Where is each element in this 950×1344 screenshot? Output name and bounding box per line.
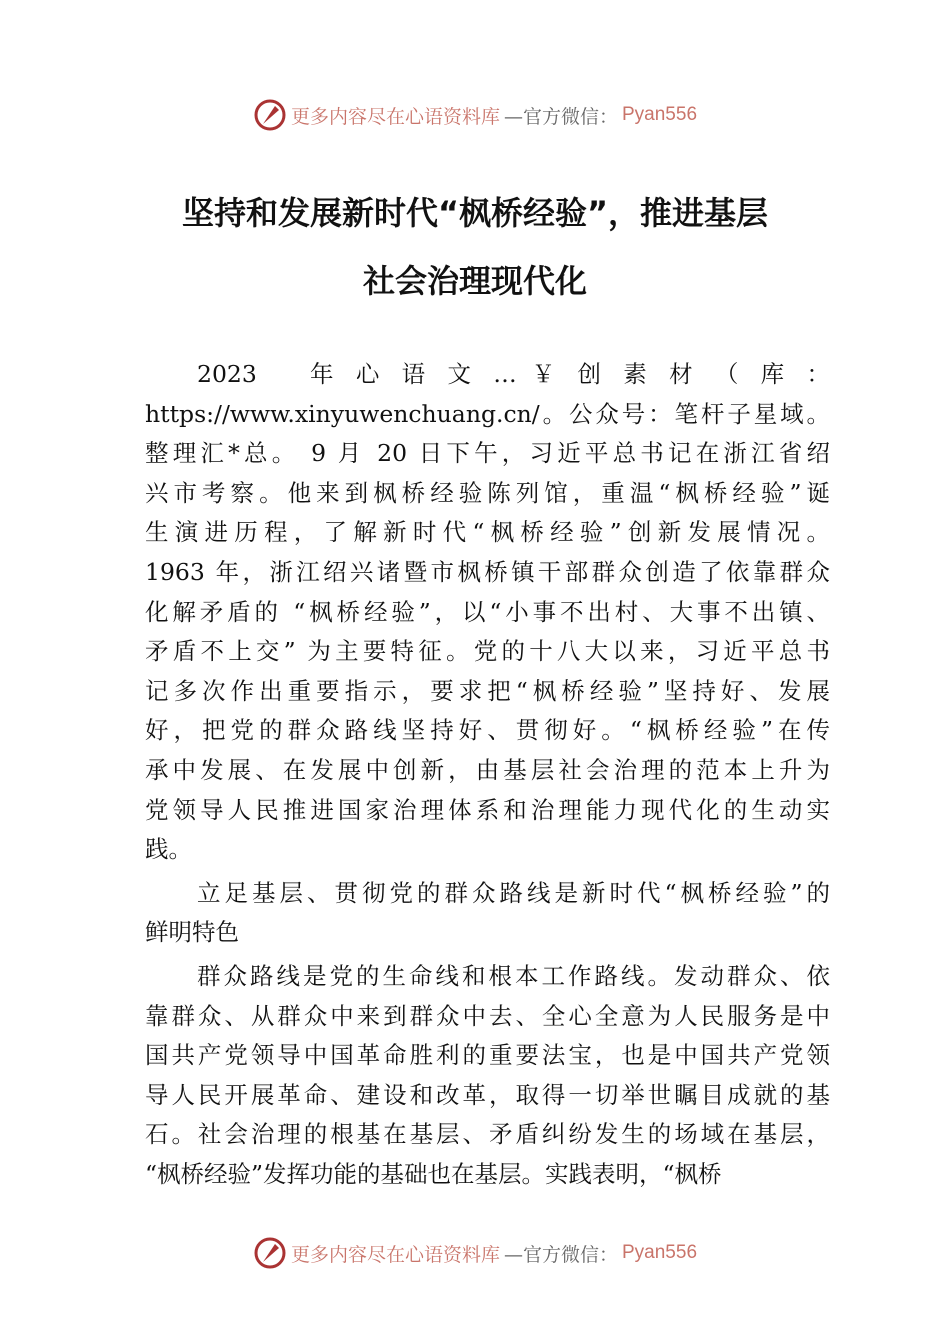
- paragraph: [145, 355, 830, 870]
- text-line: 立足基层、贯彻党的群众路线是新时代“枫桥经验”的: [197, 878, 830, 907]
- document-body: [145, 355, 830, 1194]
- text-line: 化解矛盾的 “枫桥经验”，以“小事不出村、大事不出镇、: [145, 597, 830, 626]
- text-line: 整理汇*总。 9 月 20 日下午，习近平总书记在浙江省绍: [145, 439, 830, 468]
- pen-nib-logo-icon: [253, 1236, 287, 1270]
- text-line: 2023 年 心 语 文 … ￥ 创 素 材 （ 库 ：: [197, 360, 830, 388]
- pen-nib-logo-icon: [253, 98, 287, 132]
- watermark-footer: [0, 1236, 950, 1270]
- text-line: 党领导人民推进国家治理体系和治理能力现代化的生动实: [145, 795, 830, 824]
- text-line: 生演进历程，了解新时代“枫桥经验”创新发展情况。: [145, 518, 830, 547]
- text-line: 群众路线是党的生命线和根本工作路线。发动群众、依: [197, 961, 830, 990]
- text-line: 1963 年，浙江绍兴诸暨市枫桥镇干部群众创造了依靠群众: [145, 557, 830, 586]
- text-line: 承中发展、在发展中创新，由基层社会治理的范本上升为: [145, 755, 830, 784]
- text-line: 记多次作出重要指示，要求把“枫桥经验”坚持好、发展: [145, 676, 830, 705]
- watermark-id: Pyan556: [622, 1242, 698, 1263]
- text-line: 导人民开展革命、建设和改革，取得一切举世瞩目成就的基: [145, 1080, 830, 1109]
- text-line: 国共产党领导中国革命胜利的重要法宝，也是中国共产党领: [145, 1041, 830, 1070]
- text-line: https://www.xinyuwenchuang.cn/。公众号：笔杆子星域。: [145, 399, 830, 428]
- text-line: 石。社会治理的根基在基层、矛盾纠纷发生的场域在基层，: [145, 1120, 830, 1149]
- paragraph: [145, 874, 830, 953]
- paragraph: [145, 957, 830, 1195]
- text-line: 践。: [145, 835, 192, 864]
- text-line: 好，把党的群众路线坚持好、贯彻好。“枫桥经验”在传: [145, 716, 830, 745]
- watermark-text: 更多内容尽在心语资料库: [290, 1243, 500, 1266]
- document-title: 社会治理现代化: [362, 262, 587, 300]
- watermark-header: [0, 98, 950, 132]
- watermark-text: —官方微信：: [503, 1243, 618, 1266]
- text-line: 鲜明特色: [145, 918, 239, 947]
- text-line: 兴市考察。他来到枫桥经验陈列馆，重温“枫桥经验”诞: [145, 478, 830, 507]
- watermark-id: Pyan556: [622, 104, 698, 125]
- text-line: 矛盾不上交” 为主要特征。党的十八大以来，习近平总书: [145, 637, 830, 666]
- text-line: 靠群众、从群众中来到群众中去、全心全意为人民服务是中: [145, 1001, 830, 1030]
- watermark-text: —官方微信：: [503, 105, 618, 128]
- document-title: 坚持和发展新时代“枫桥经验”，推进基层: [181, 194, 769, 232]
- text-line: “枫桥经验”发挥功能的基础也在基层。实践表明，“枫桥: [145, 1159, 722, 1188]
- watermark-text: 更多内容尽在心语资料库: [290, 105, 500, 128]
